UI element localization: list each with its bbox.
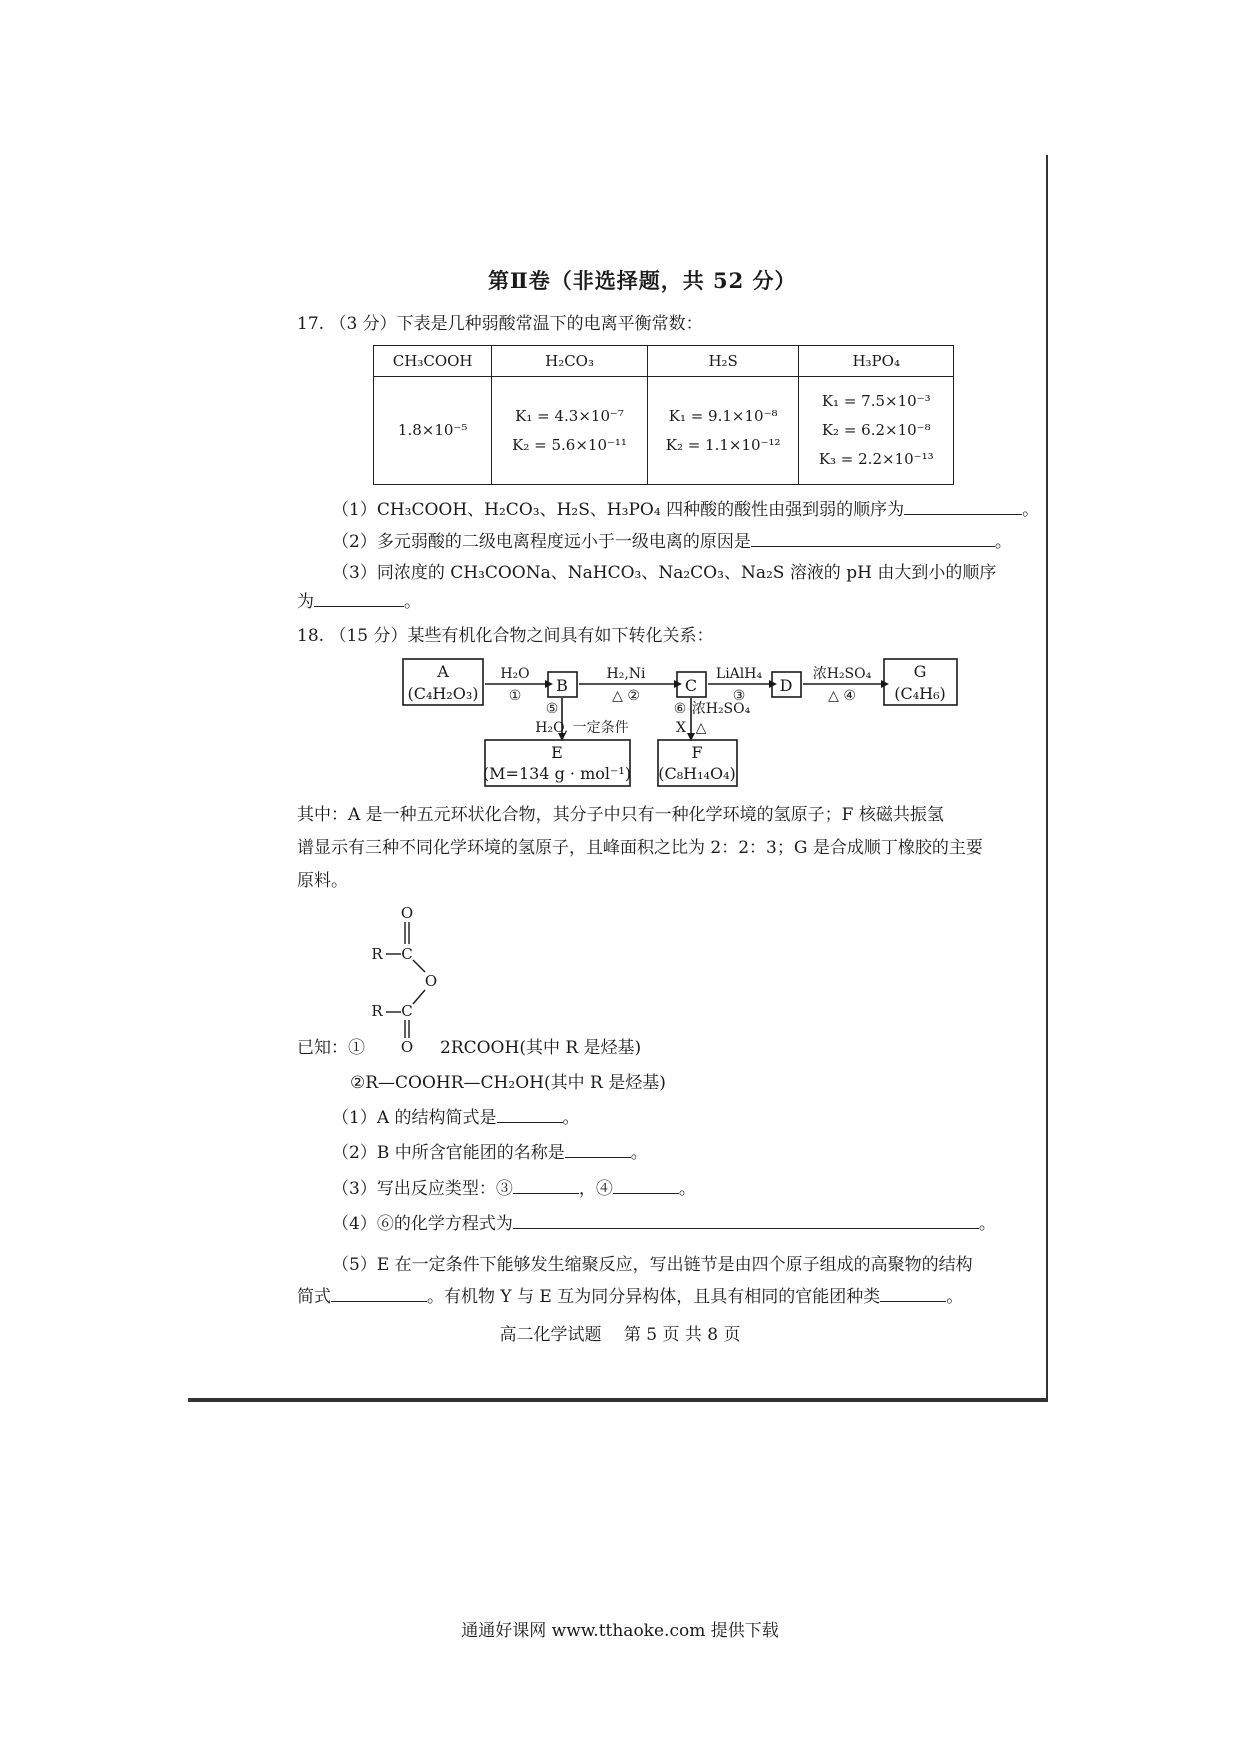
svg-text:O: O [424, 972, 438, 990]
known-label: 已知：① [297, 1038, 365, 1058]
q18-part5-cont: 简式 。有机物 Y 与 E 互为同分异构体，且具有相同的官能团种类 。 [297, 1287, 964, 1307]
label-E: E [551, 743, 563, 762]
answer-blank[interactable] [880, 1285, 946, 1302]
table-header: H₃PO₄ [799, 346, 954, 377]
answer-blank[interactable] [331, 1285, 427, 1302]
table-cell: K₁ = 4.3×10⁻⁷ K₂ = 5.6×10⁻¹¹ [492, 377, 648, 485]
reagent-3: LiAlH₄ [715, 666, 763, 682]
reagent-2: H₂,Ni [606, 666, 646, 682]
answer-blank[interactable] [497, 1106, 563, 1123]
q17-part2: （2）多元弱酸的二级电离程度远小于一级电离的原因是 。 [332, 532, 1012, 552]
section-heading: 第Ⅱ卷（非选择题，共 52 分） [488, 268, 797, 293]
q17-part3-cont: 为 。 [297, 592, 421, 612]
table-cell: K₁ = 9.1×10⁻⁸ K₂ = 1.1×10⁻¹² [647, 377, 799, 485]
step-2: △ ② [612, 688, 640, 704]
answer-blank[interactable] [565, 1141, 631, 1158]
formula-F: (C₈H₁₄O₄) [658, 764, 736, 783]
label-F: F [691, 743, 703, 762]
label-B: B [556, 676, 568, 695]
svg-text:C: C [401, 945, 413, 963]
answer-blank[interactable] [513, 1177, 579, 1194]
reagent-6: 浓H₂SO₄ [691, 701, 751, 717]
q18-desc-2: 谱显示有三种不同化学环境的氢原子，且峰面积之比为 2：2：3；G 是合成顺丁橡胶的主要 [297, 838, 983, 858]
known-2: ②R—COOHR—CH₂OH(其中 R 是烃基) [350, 1073, 666, 1093]
table-header: CH₃COOH [374, 346, 492, 377]
formula-G: (C₄H₆) [894, 684, 946, 703]
q17-intro: 17. （3 分）下表是几种弱酸常温下的电离平衡常数： [297, 314, 703, 334]
formula-A: (C₄H₂O₃) [407, 684, 479, 703]
table-header: H₂S [647, 346, 799, 377]
site-footer: 通通好课网 www.tthaoke.com 提供下载 [461, 1621, 779, 1641]
q18-part3: （3）写出反应类型：③ ，④ 。 [332, 1179, 696, 1199]
known-1: 2RCOOH(其中 R 是烃基) [440, 1038, 642, 1058]
q18-desc-3: 原料。 [297, 871, 348, 891]
q18-intro: 18. （15 分）某些有机化合物之间具有如下转化关系： [297, 626, 714, 646]
svg-text:O: O [400, 904, 414, 922]
answer-blank[interactable] [613, 1177, 679, 1194]
q18-part4: （4）⑥的化学方程式为 。 [332, 1214, 996, 1234]
svg-text:C: C [401, 1002, 413, 1020]
q18-desc-1: 其中：A 是一种五元环状化合物，其分子中只有一种化学环境的氢原子；F 核磁共振氢 [297, 805, 944, 825]
svg-text:R: R [371, 1002, 383, 1020]
reagent-6-heat: △ [695, 720, 707, 736]
reagent-1: H₂O [500, 666, 530, 682]
reagent-6-x: X [676, 720, 686, 736]
step-5: ⑤ [545, 701, 559, 717]
formula-E: (M=134 g · mol⁻¹) [482, 764, 632, 783]
table-cell: K₁ = 7.5×10⁻³ K₂ = 6.2×10⁻⁸ K₃ = 2.2×10⁻¹³ [799, 377, 954, 485]
q18-part2: （2）B 中所含官能团的名称是 。 [332, 1143, 648, 1163]
step-1: ① [508, 688, 522, 704]
scan-border-bottom [188, 1398, 1048, 1402]
q18-part5: （5）E 在一定条件下能够发生缩聚反应，写出链节是由四个原子组成的高聚物的结构 [332, 1255, 973, 1275]
step-3: ③ [732, 688, 746, 704]
answer-blank[interactable] [513, 1212, 979, 1229]
label-G: G [913, 662, 927, 681]
svg-text:O: O [400, 1038, 414, 1056]
label-A: A [437, 662, 449, 681]
q17-part3: （3）同浓度的 CH₃COONa、NaHCO₃、Na₂CO₃、Na₂S 溶液的 pH 由大到小的顺序 [332, 563, 997, 583]
reagent-5: H₂O, 一定条件 [535, 720, 629, 736]
q18-part1: （1）A 的结构简式是 。 [332, 1108, 580, 1128]
page-footer: 高二化学试题 第 5 页 共 8 页 [499, 1325, 741, 1345]
reagent-4: 浓H₂SO₄ [812, 666, 872, 682]
label-D: D [779, 676, 793, 695]
table-cell: 1.8×10⁻⁵ [374, 377, 492, 485]
table-header: H₂CO₃ [492, 346, 648, 377]
q17-part1: （1）CH₃COOH、H₂CO₃、H₂S、H₃PO₄ 四种酸的酸性由强到弱的顺序为 。 [332, 500, 1040, 520]
step-6: ⑥ [673, 701, 687, 717]
step-4: △ ④ [828, 688, 856, 704]
svg-text:R: R [371, 945, 383, 963]
label-C: C [684, 676, 698, 695]
